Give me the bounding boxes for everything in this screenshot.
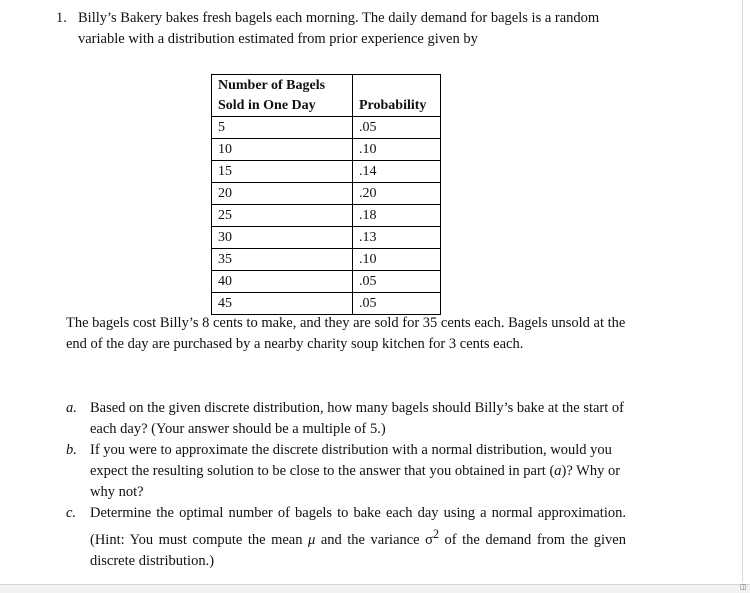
part-a-label: a. bbox=[66, 400, 77, 416]
demand-distribution-table bbox=[211, 74, 441, 315]
part-c-text-middle: and the variance bbox=[315, 531, 426, 548]
probability-cell: .18 bbox=[353, 205, 441, 227]
probability-cell: .05 bbox=[353, 293, 441, 315]
bagels-cell: 45 bbox=[212, 293, 353, 315]
question-intro: Billy’s Bakery bakes fresh bagels each morning. The daily demand for bagels is a random variable with a distribution estimated from prior experience given by bbox=[78, 10, 600, 47]
probability-cell: .13 bbox=[353, 227, 441, 249]
bagels-cell: 20 bbox=[212, 183, 353, 205]
table-row bbox=[212, 293, 441, 315]
bagels-cell: 5 bbox=[212, 117, 353, 139]
question-number: 1. bbox=[56, 10, 67, 26]
table-row bbox=[212, 183, 441, 205]
part-b-text bbox=[90, 440, 626, 503]
part-c bbox=[66, 503, 626, 572]
table-row bbox=[212, 271, 441, 293]
part-b-label: b. bbox=[66, 442, 77, 458]
probability-cell: .10 bbox=[353, 139, 441, 161]
table-row bbox=[212, 161, 441, 183]
part-b bbox=[66, 440, 626, 503]
part-c-text bbox=[90, 503, 626, 572]
bagels-cell: 10 bbox=[212, 139, 353, 161]
probability-cell: .14 bbox=[353, 161, 441, 183]
mu-symbol: μ bbox=[308, 531, 316, 548]
question-parts-list bbox=[66, 398, 626, 572]
table-row bbox=[212, 117, 441, 139]
probability-cell: .05 bbox=[353, 271, 441, 293]
sigma-symbol: σ bbox=[425, 531, 433, 548]
resize-corner-icon[interactable]: ◫ bbox=[740, 583, 747, 591]
table-row bbox=[212, 249, 441, 271]
bagels-cell: 30 bbox=[212, 227, 353, 249]
table-row bbox=[212, 139, 441, 161]
bagels-cell: 35 bbox=[212, 249, 353, 271]
table-row bbox=[212, 205, 441, 227]
header-bagels-sold: Number of Bagels Sold in One Day bbox=[212, 75, 353, 117]
probability-cell: .05 bbox=[353, 117, 441, 139]
part-b-text-start: If you were to approximate the discrete distribution with a normal distribution, would you expect the resulting solution to be close to the answer that you obtained in part ( bbox=[90, 442, 612, 479]
part-a-reference: a bbox=[554, 463, 562, 479]
part-a bbox=[66, 398, 626, 440]
part-c-text-end: of the demand from the given discrete distribution.) bbox=[90, 531, 626, 569]
squared-superscript: 2 bbox=[432, 527, 440, 541]
table-header-row bbox=[212, 75, 441, 117]
probability-cell: .20 bbox=[353, 183, 441, 205]
part-a-text: Based on the given discrete distribution, how many bagels should Billy’s bake at the start of each day? (Your answer should be a multiple of 5.) bbox=[90, 400, 624, 437]
bagels-cell: 40 bbox=[212, 271, 353, 293]
probability-cell: .10 bbox=[353, 249, 441, 271]
part-c-text-start: Determine the optimal number of bagels to bake each day using a normal approximation. (Hint: You must compute the mean bbox=[90, 505, 626, 548]
part-b-text-end: )? Why or why not? bbox=[90, 463, 621, 500]
header-probability: Probability bbox=[353, 75, 441, 117]
cost-paragraph: The bagels cost Billy’s 8 cents to make, and they are sold for 35 cents each. Bagels unsold at the end of the day are purchased by a nearby charity soup kitchen for 3 cents each. bbox=[66, 315, 626, 352]
table-row bbox=[212, 227, 441, 249]
part-c-label: c. bbox=[66, 505, 77, 521]
bagels-cell: 15 bbox=[212, 161, 353, 183]
bagels-cell: 25 bbox=[212, 205, 353, 227]
